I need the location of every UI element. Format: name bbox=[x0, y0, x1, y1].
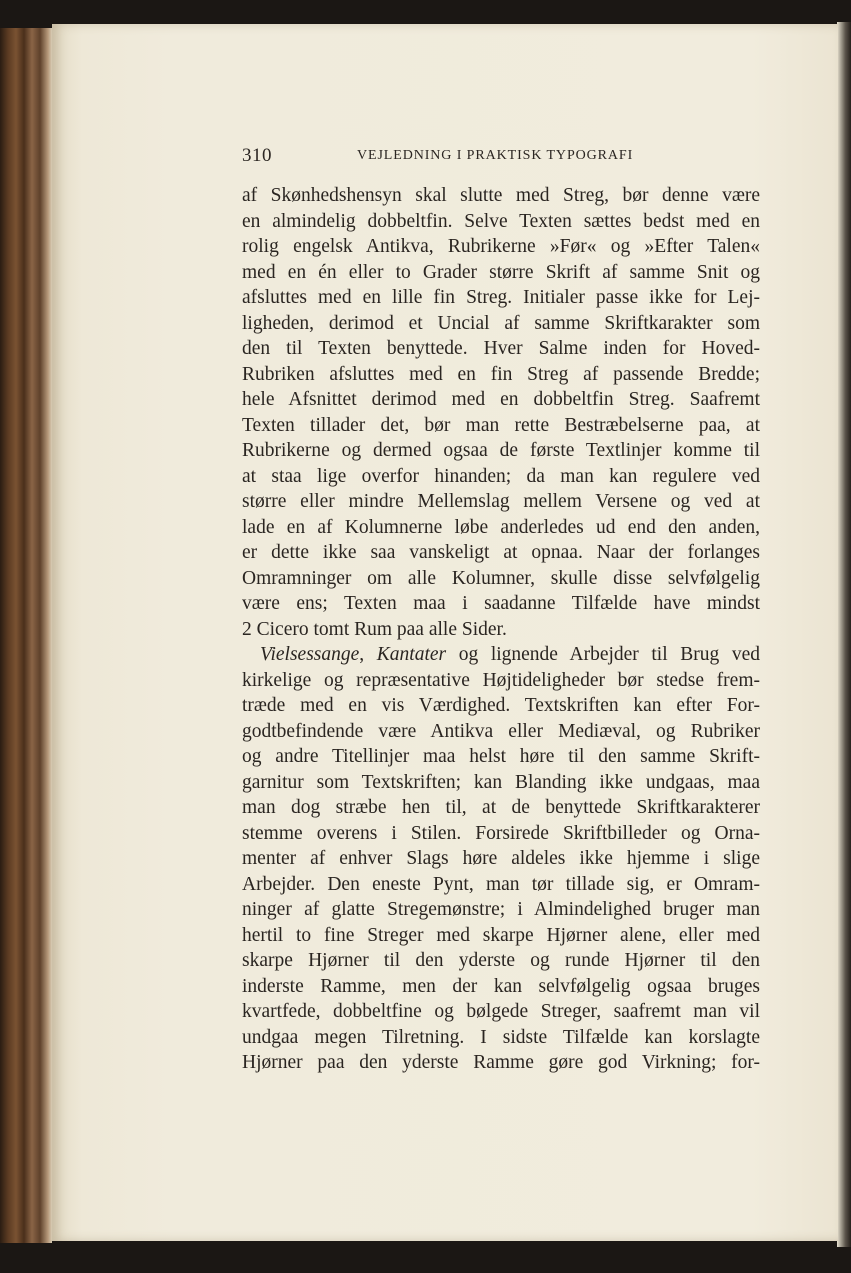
text-line: med en én eller to Grader større Skrift af samme Snit og bbox=[242, 261, 760, 283]
paragraph-1 bbox=[242, 183, 760, 642]
text-line: 2 Cicero tomt Rum paa alle Sider. bbox=[242, 618, 507, 640]
text-line: Omramninger om alle Kolumner, skulle disse selvfølgelig bbox=[242, 567, 760, 589]
text-line: ninger af glatte Stregemønstre; i Almindelighed bruger man bbox=[242, 899, 760, 920]
book-spine-edge bbox=[0, 28, 52, 1243]
line-rest: og lignende Arbejder til Brug ved bbox=[446, 644, 761, 665]
page-right-edge bbox=[837, 22, 851, 1247]
text-line: stemme overens i Stilen. Forsirede Skriftbilleder og Orna- bbox=[242, 822, 760, 844]
text-line: er dette ikke saa vanskeligt at opnaa. Naar der forlanges bbox=[242, 542, 760, 563]
text-line: rolig engelsk Antikva, Rubrikerne »Før« og »Efter Talen« bbox=[242, 236, 760, 257]
text-line: Hjørner paa den yderste Ramme gøre god Virkning; for- bbox=[242, 1052, 760, 1073]
italic-term: Vielsessange bbox=[260, 644, 360, 665]
text-line: man dog stræbe hen til, at de benyttede Skriftkarakterer bbox=[242, 797, 760, 818]
text-line: den til Texten benyttede. Hver Salme inden for Hoved- bbox=[242, 338, 760, 359]
body-text bbox=[242, 183, 760, 1076]
text-line: Rubrikerne og dermed ogsaa de første Textlinjer komme til bbox=[242, 440, 760, 461]
text-line: Rubriken afsluttes med en fin Streg af passende Bredde; bbox=[242, 363, 760, 385]
text-line: afsluttes med en lille fin Streg. Initialer passe ikke for Lej- bbox=[242, 287, 760, 308]
running-title: VEJLEDNING I PRAKTISK TYPOGRAFI bbox=[357, 148, 634, 163]
text-line: hele Afsnittet derimod med en dobbeltfin Streg. Saafremt bbox=[242, 389, 760, 410]
text-line: være ens; Texten maa i saadanne Tilfælde have mindst bbox=[242, 593, 760, 614]
text-line: Texten tillader det, bør man rette Bestræbelserne paa, at bbox=[242, 414, 760, 436]
text-line: at staa lige overfor hinanden; da man kan regulere ved bbox=[242, 465, 760, 487]
text-line: og andre Titellinjer maa helst høre til den samme Skrift- bbox=[242, 746, 760, 767]
separator: , bbox=[359, 644, 377, 665]
paragraph-2 bbox=[242, 642, 760, 1076]
text-line: kvartfede, dobbeltfine og bølgede Streger, saafremt man vil bbox=[242, 1001, 760, 1022]
text-line: af Skønhedshensyn skal slutte med Streg, bør denne være bbox=[242, 185, 760, 206]
text-line: hertil to fine Streger med skarpe Hjørner alene, eller med bbox=[242, 924, 760, 946]
text-line: lade en af Kolumnerne løbe anderledes ud end den anden, bbox=[242, 516, 760, 538]
text-line: garnitur som Textskriften; kan Blanding ikke undgaas, maa bbox=[242, 771, 760, 793]
page-header bbox=[242, 145, 652, 169]
text-line: ligheden, derimod et Uncial af samme Skriftkarakter som bbox=[242, 312, 760, 334]
text-line: træde med en vis Værdighed. Textskriften kan efter For- bbox=[242, 695, 760, 716]
text-line: menter af enhver Slags høre aldeles ikke hjemme i slige bbox=[242, 848, 760, 869]
text-line: en almindelig dobbeltfin. Selve Texten sættes bedst med en bbox=[242, 210, 760, 232]
page-number: 310 bbox=[242, 145, 272, 166]
text-line: Arbejder. Den eneste Pynt, man tør tillade sig, er Omram- bbox=[242, 873, 760, 895]
text-line: godtbefindende være Antikva eller Mediæval, og Rubriker bbox=[242, 720, 760, 742]
text-line-first bbox=[242, 642, 760, 668]
text-line: skarpe Hjørner til den yderste og runde Hjørner til den bbox=[242, 950, 760, 971]
italic-term: Kantater bbox=[376, 644, 447, 665]
text-line: undgaa megen Tilretning. I sidste Tilfælde kan korslagte bbox=[242, 1026, 760, 1048]
text-line: inderste Ramme, men der kan selvfølgelig ogsaa bruges bbox=[242, 975, 760, 997]
text-line: kirkelige og repræsentative Højtideligheder bør stedse frem- bbox=[242, 669, 760, 691]
text-line: større eller mindre Mellemslag mellem Versene og ved at bbox=[242, 491, 760, 512]
